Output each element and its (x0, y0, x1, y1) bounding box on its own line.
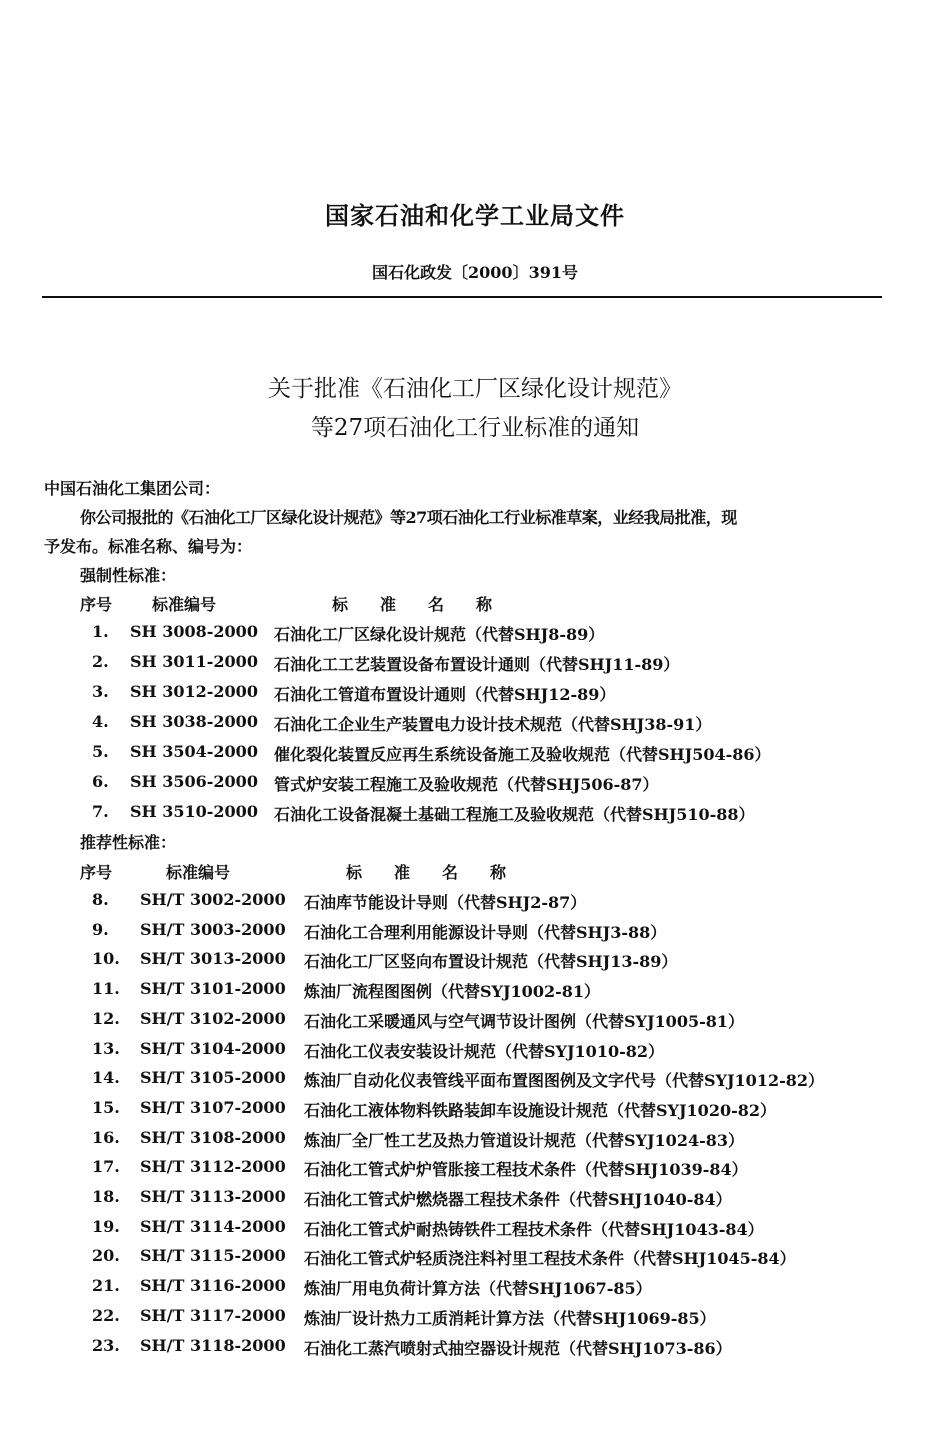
standard-row (0, 1039, 950, 1065)
standard-code: SH 3038-2000 (130, 712, 258, 731)
standard-code: SH 3012-2000 (130, 682, 258, 701)
standard-row (0, 979, 950, 1005)
standard-seq: 16. (92, 1127, 120, 1147)
standard-seq: 22. (92, 1305, 120, 1325)
recommended-section-label: 推荐性标准： (80, 833, 177, 852)
notice-title-line2: 等27项石油化工行业标准的通知 (310, 415, 640, 441)
standard-row (0, 622, 950, 648)
standard-seq: 11. (92, 979, 120, 999)
standard-row (0, 1128, 950, 1154)
standard-row (0, 1187, 950, 1213)
standard-name: 石油化工工艺装置设备布置设计通则（代替SHJ11-89） (274, 655, 680, 674)
standard-row (0, 1068, 950, 1094)
standard-seq: 1. (92, 622, 109, 641)
standard-code: SH/T 3013-2000 (140, 949, 286, 969)
standard-seq: 15. (92, 1097, 120, 1117)
standard-name: 石油化工液体物料铁路装卸车设施设计规范（代替SYJ1020-82） (304, 1100, 776, 1120)
standard-name: 石油化工管式炉耐热铸铁件工程技术条件（代替SHJ1043-84） (304, 1219, 764, 1239)
standard-row (0, 1276, 950, 1302)
standard-name: 石油化工合理利用能源设计导则（代替SHJ3-88） (304, 922, 667, 942)
standard-name: 管式炉安装工程施工及验收规范（代替SHJ506-87） (274, 775, 659, 794)
standard-row (0, 1009, 950, 1035)
mandatory-section-label: 强制性标准： (80, 566, 177, 585)
standard-seq: 5. (92, 742, 109, 761)
standard-name: 石油化工管道布置设计通则（代替SHJ12-89） (274, 685, 616, 704)
standard-row (0, 652, 950, 678)
standard-row (0, 1306, 950, 1332)
standard-seq: 23. (92, 1335, 120, 1355)
standard-code: SH 3510-2000 (130, 802, 258, 821)
standard-code: SH/T 3104-2000 (140, 1038, 286, 1058)
standard-name: 炼油厂自动化仪表管线平面布置图图例及文字代号（代替SYJ1012-82） (304, 1071, 824, 1091)
standard-code: SH 3011-2000 (130, 652, 258, 671)
standard-row (0, 742, 950, 768)
col-code-header: 标准编号 (166, 863, 231, 882)
standard-row (0, 1246, 950, 1272)
standard-seq: 7. (92, 802, 109, 821)
col-name-header: 标 准 名 称 (346, 863, 507, 882)
standard-row (0, 712, 950, 738)
standard-row (0, 1098, 950, 1124)
standard-code: SH/T 3101-2000 (140, 979, 286, 999)
standard-row (0, 920, 950, 946)
standard-name: 石油化工厂区绿化设计规范（代替SHJ8-89） (274, 625, 605, 644)
standard-name: 炼油厂流程图图例（代替SYJ1002-81） (304, 982, 600, 1002)
body-paragraph-line1: 你公司报批的《石油化工厂区绿化设计规范》等27项石油化工行业标准草案，业经我局批准，现 (80, 508, 737, 527)
body-paragraph-line2: 予发布。标准名称、编号为： (44, 537, 253, 556)
standard-name: 炼油厂设计热力工质消耗计算方法（代替SHJ1069-85） (304, 1308, 716, 1328)
standard-code: SH 3506-2000 (130, 772, 258, 791)
standard-code: SH/T 3115-2000 (140, 1246, 286, 1266)
standard-row (0, 1336, 950, 1362)
standard-seq: 20. (92, 1246, 120, 1266)
standard-code: SH/T 3116-2000 (140, 1276, 286, 1296)
standard-seq: 17. (92, 1157, 120, 1177)
col-code-header: 标准编号 (152, 595, 217, 614)
standard-seq: 9. (92, 919, 109, 939)
standard-code: SH/T 3105-2000 (140, 1068, 286, 1088)
standard-name: 石油化工设备混凝土基础工程施工及验收规范（代替SHJ510-88） (274, 805, 755, 824)
standard-code: SH/T 3114-2000 (140, 1216, 286, 1236)
document-number: 国石化政发〔2000〕391号 (372, 263, 578, 282)
standard-seq: 2. (92, 652, 109, 671)
notice-title-line1: 关于批准《石油化工厂区绿化设计规范》 (268, 376, 682, 402)
standard-code: SH/T 3108-2000 (140, 1127, 286, 1147)
standard-seq: 14. (92, 1068, 120, 1088)
standard-row (0, 682, 950, 708)
standard-row (0, 802, 950, 828)
standard-code: SH 3504-2000 (130, 742, 258, 761)
standard-name: 石油化工管式炉燃烧器工程技术条件（代替SHJ1040-84） (304, 1190, 732, 1209)
standard-seq: 10. (92, 949, 120, 969)
standard-seq: 18. (92, 1187, 120, 1206)
document-issuer-title: 国家石油和化学工业局文件 (325, 201, 625, 230)
standard-row (0, 1217, 950, 1243)
standard-seq: 8. (92, 890, 109, 909)
standard-seq: 21. (92, 1276, 120, 1296)
standard-row (0, 1157, 950, 1183)
standard-code: SH/T 3112-2000 (140, 1157, 286, 1177)
standard-name: 石油化工企业生产装置电力设计技术规范（代替SHJ38-91） (274, 715, 712, 734)
standard-code: SH/T 3118-2000 (140, 1335, 286, 1355)
standard-code: SH/T 3003-2000 (140, 919, 286, 939)
col-seq-header: 序号 (80, 863, 113, 882)
addressee: 中国石油化工集团公司： (44, 479, 221, 498)
standard-code: SH 3008-2000 (130, 622, 258, 641)
standard-name: 石油化工厂区竖向布置设计规范（代替SHJ13-89） (304, 952, 678, 972)
standard-seq: 3. (92, 682, 109, 701)
standard-code: SH/T 3113-2000 (140, 1187, 286, 1206)
standard-name: 炼油厂全厂性工艺及热力管道设计规范（代替SYJ1024-83） (304, 1130, 744, 1150)
standard-seq: 6. (92, 772, 109, 791)
standard-name: 石油化工蒸汽喷射式抽空器设计规范（代替SHJ1073-86） (304, 1338, 732, 1358)
standard-seq: 13. (92, 1038, 120, 1058)
standard-code: SH/T 3002-2000 (140, 890, 286, 909)
standard-name: 石油化工管式炉轻质浇注料衬里工程技术条件（代替SHJ1045-84） (304, 1249, 796, 1269)
standard-name: 石油化工管式炉炉管胀接工程技术条件（代替SHJ1039-84） (304, 1160, 748, 1180)
standard-row (0, 890, 950, 916)
standard-code: SH/T 3102-2000 (140, 1008, 286, 1028)
standard-name: 石油化工仪表安装设计规范（代替SYJ1010-82） (304, 1041, 664, 1061)
standard-seq: 12. (92, 1008, 120, 1028)
standard-name: 催化裂化装置反应再生系统设备施工及验收规范（代替SHJ504-86） (274, 745, 771, 764)
header-divider (42, 296, 882, 298)
standard-row (0, 949, 950, 975)
standard-code: SH/T 3117-2000 (140, 1305, 286, 1325)
standard-row (0, 772, 950, 798)
standard-seq: 19. (92, 1216, 120, 1236)
recommended-table-header (0, 860, 950, 886)
col-seq-header: 序号 (80, 595, 113, 614)
standard-name: 炼油厂用电负荷计算方法（代替SHJ1067-85） (304, 1279, 652, 1299)
standard-code: SH/T 3107-2000 (140, 1097, 286, 1117)
mandatory-table-header (0, 592, 950, 618)
col-name-header: 标 准 名 称 (332, 595, 493, 614)
standard-name: 石油化工采暖通风与空气调节设计图例（代替SYJ1005-81） (304, 1011, 744, 1031)
standard-seq: 4. (92, 712, 109, 731)
standard-name: 石油库节能设计导则（代替SHJ2-87） (304, 893, 587, 912)
